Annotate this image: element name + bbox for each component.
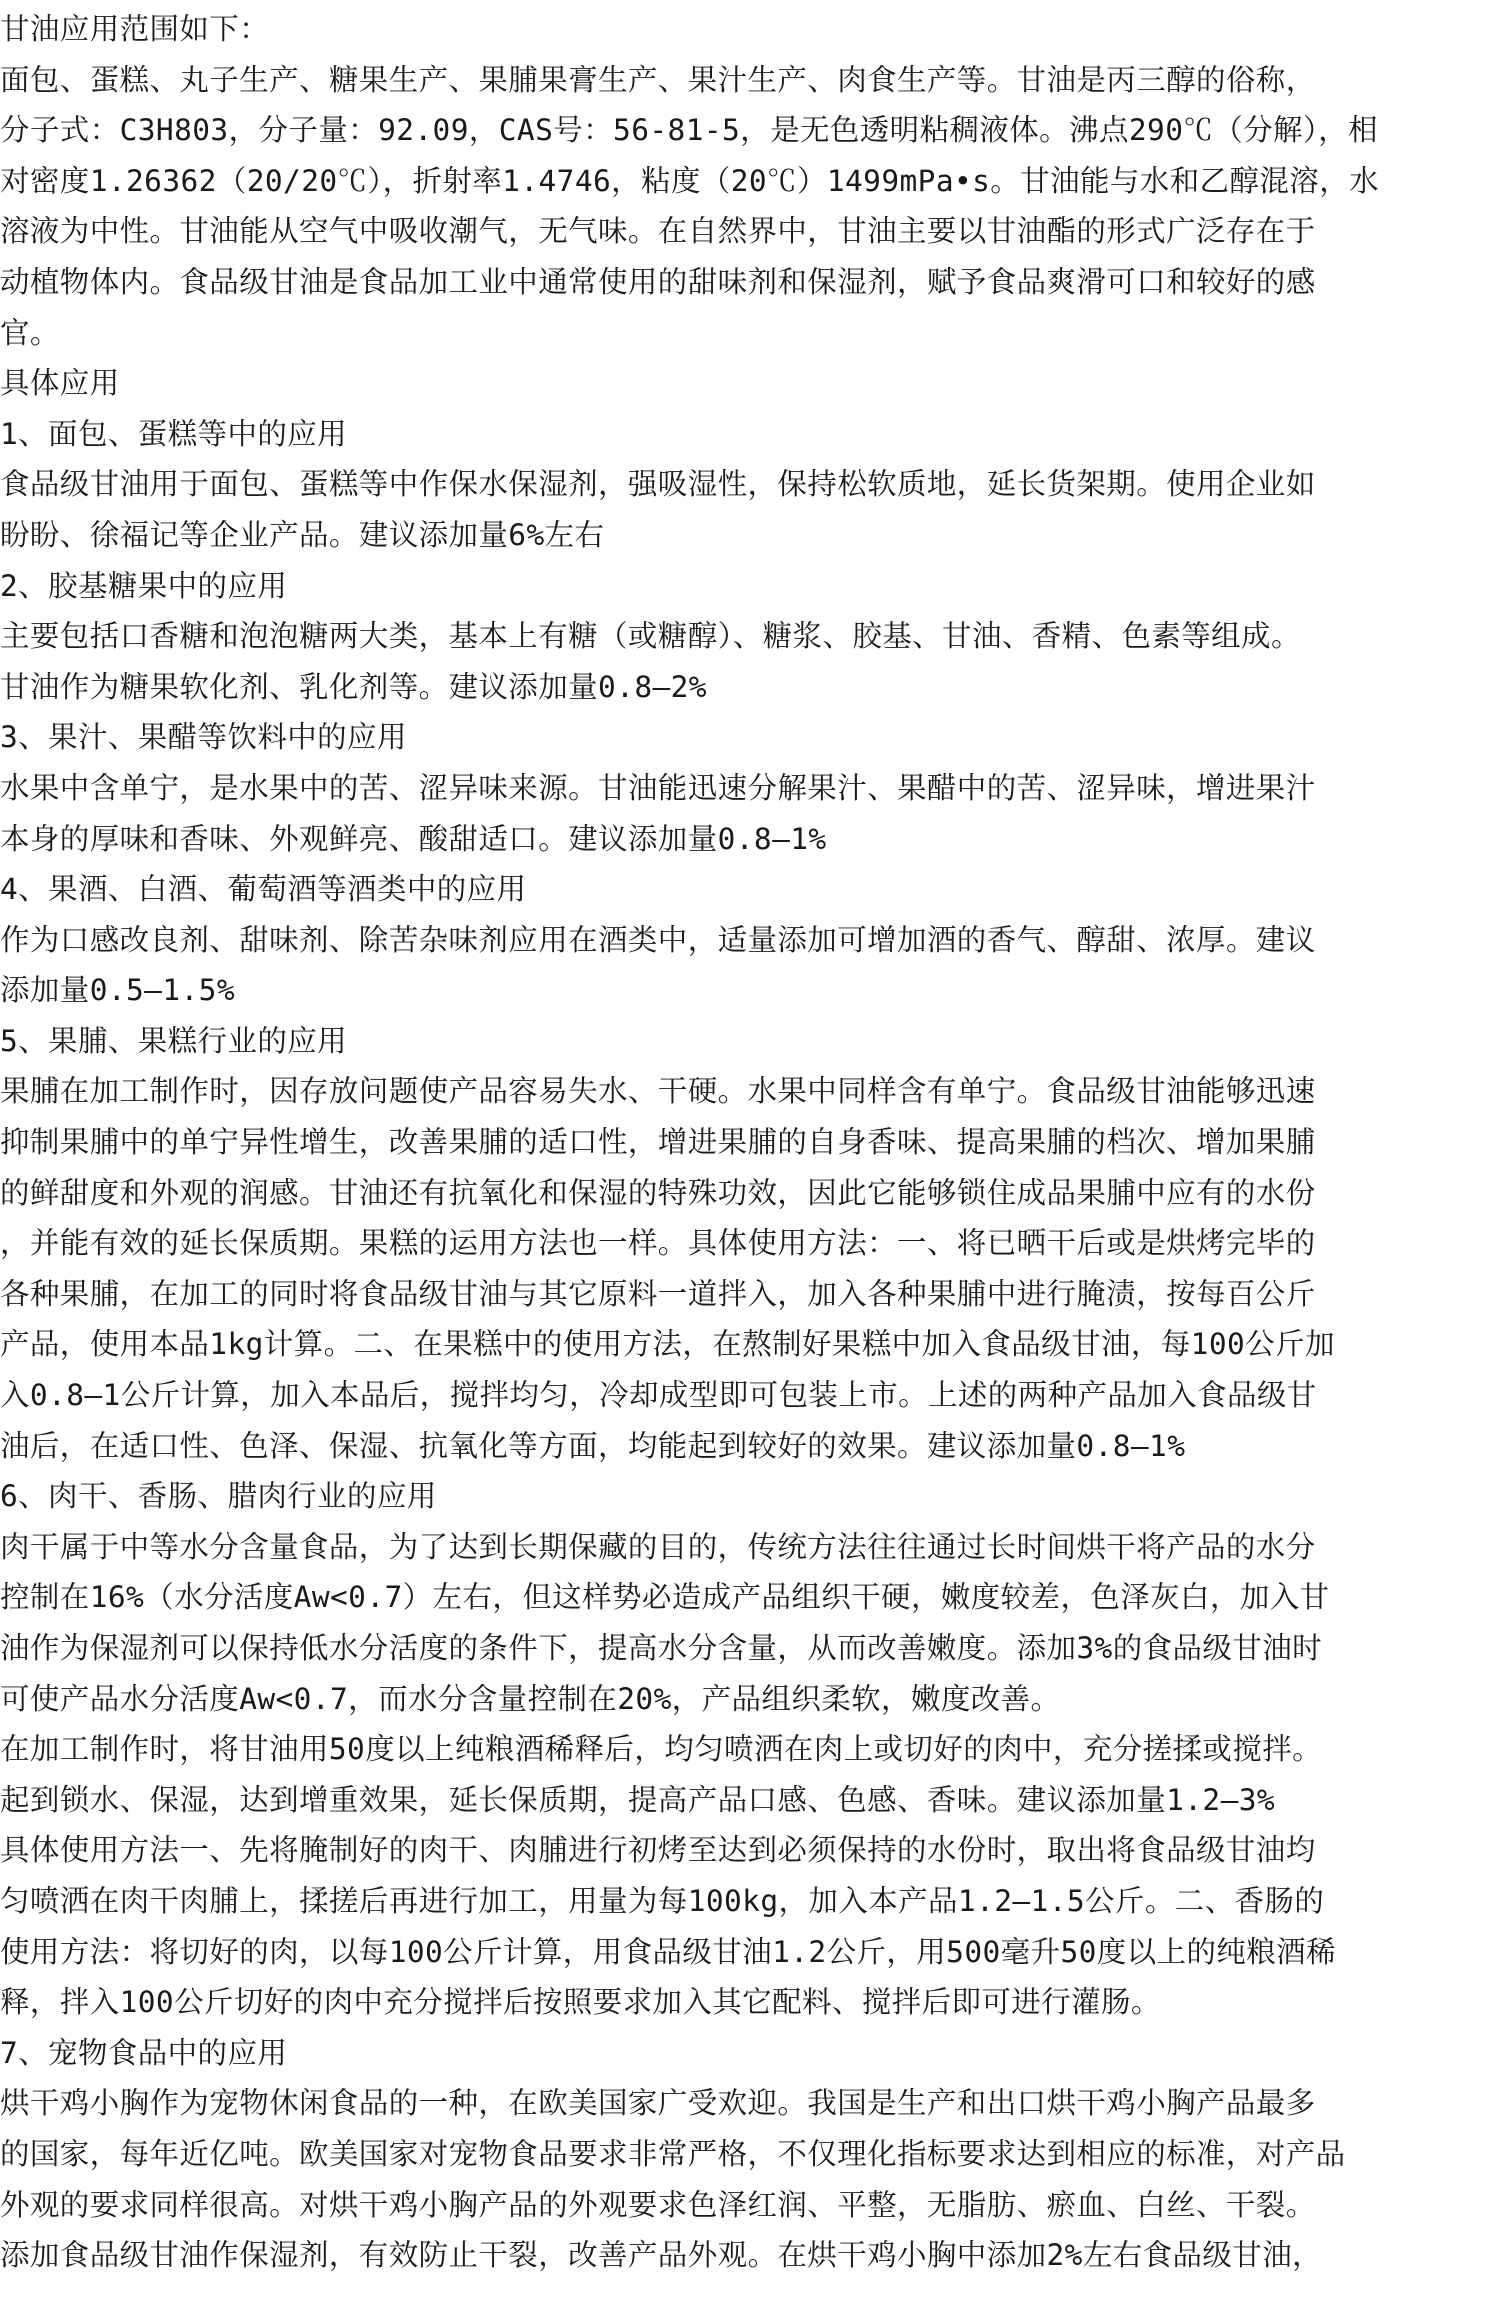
- text-line: 在加工制作时，将甘油用50度以上纯粮酒稀释后，均匀喷洒在肉上或切好的肉中，充分搓揉或搅拌。: [0, 1732, 1323, 1767]
- text-line: 3、果汁、果醋等饮料中的应用: [0, 720, 407, 755]
- text-line: ，并能有效的延长保质期。果糕的运用方法也一样。具体使用方法：一、将已晒干后或是烘烤完毕的: [0, 1226, 1316, 1261]
- text-line: 添加量0.5—1.5%: [0, 973, 235, 1008]
- text-line: 的鲜甜度和外观的润感。甘油还有抗氧化和保湿的特殊功效，因此它能够锁住成品果脯中应有的水份: [0, 1175, 1316, 1210]
- text-line: 主要包括口香糖和泡泡糖两大类，基本上有糖（或糖醇）、糖浆、胶基、甘油、香精、色素等组成。: [0, 619, 1301, 654]
- text-line: 作为口感改良剂、甜味剂、除苦杂味剂应用在酒类中，适量添加可增加酒的香气、醇甜、浓厚。建议: [0, 922, 1316, 957]
- text-line: 果脯在加工制作时，因存放问题使产品容易失水、干硬。水果中同样含有单宁。食品级甘油能够迅速: [0, 1074, 1316, 1109]
- text-line: 对密度1.26362（20/20℃），折射率1.4746，粘度（20℃）1499mPa•s。甘油能与水和乙醇混溶，水: [0, 163, 1380, 198]
- text-line: 水果中含单宁，是水果中的苦、涩异味来源。甘油能迅速分解果汁、果醋中的苦、涩异味，增进果汁: [0, 770, 1316, 805]
- text-line: 入0.8—1公斤计算，加入本品后，搅拌均匀，冷却成型即可包装上市。上述的两种产品加入食品级甘: [0, 1378, 1317, 1413]
- text-line: 的国家，每年近亿吨。欧美国家对宠物食品要求非常严格，不仅理化指标要求达到相应的标准，对产品: [0, 2136, 1346, 2171]
- text-line: 控制在16%（水分活度Aw<0.7）左右，但这样势必造成产品组织干硬，嫩度较差，色泽灰白，加入甘: [0, 1580, 1330, 1615]
- text-line: 烘干鸡小胸作为宠物休闲食品的一种，在欧美国家广受欢迎。我国是生产和出口烘干鸡小胸产品最多: [0, 2086, 1316, 2121]
- text-line: 具体应用: [0, 366, 120, 401]
- text-line: 匀喷洒在肉干肉脯上，揉搓后再进行加工，用量为每100kg，加入本产品1.2—1.5公斤。二、香肠的: [0, 1883, 1325, 1918]
- text-line: 官。: [0, 315, 60, 350]
- text-line: 5、果脯、果糕行业的应用: [0, 1023, 348, 1058]
- text-line: 油后，在适口性、色泽、保湿、抗氧化等方面，均能起到较好的效果。建议添加量0.8—1%: [0, 1428, 1186, 1463]
- text-line: 6、肉干、香肠、腊肉行业的应用: [0, 1479, 437, 1514]
- text-line: 产品，使用本品1kg计算。二、在果糕中的使用方法，在熬制好果糕中加入食品级甘油，每100公斤加: [0, 1327, 1335, 1362]
- text-line: 添加食品级甘油作保湿剂，有效防止干裂，改善产品外观。在烘干鸡小胸中添加2%左右食品级甘油，: [0, 2238, 1323, 2273]
- text-line: 盼盼、徐福记等企业产品。建议添加量6%左右: [0, 517, 605, 552]
- text-line: 2、胶基糖果中的应用: [0, 568, 288, 603]
- text-line: 释，拌入100公斤切好的肉中充分搅拌后按照要求加入其它配料、搅拌后即可进行灌肠。: [0, 1985, 1161, 2020]
- text-line: 7、宠物食品中的应用: [0, 2035, 288, 2070]
- text-line: 甘油作为糖果软化剂、乳化剂等。建议添加量0.8—2%: [0, 669, 707, 704]
- text-line: 甘油应用范围如下：: [0, 12, 270, 46]
- text-line: 抑制果脯中的单宁异性增生，改善果脯的适口性，增进果脯的自身香味、提高果脯的档次、增加果脯: [0, 1125, 1316, 1160]
- text-line: 具体使用方法一、先将腌制好的肉干、肉脯进行初烤至达到必须保持的水份时，取出将食品级甘油均: [0, 1833, 1316, 1868]
- text-line: 分子式：C3H803，分子量：92.09，CAS号：56-81-5，是无色透明粘稠液体。沸点290℃（分解），相: [0, 113, 1378, 148]
- text-line: 各种果脯，在加工的同时将食品级甘油与其它原料一道拌入，加入各种果脯中进行腌渍，按每百公斤: [0, 1276, 1316, 1311]
- text-line: 肉干属于中等水分含量食品，为了达到长期保藏的目的，传统方法往往通过长时间烘干将产品的水分: [0, 1529, 1316, 1564]
- text-line: 面包、蛋糕、丸子生产、糖果生产、果脯果膏生产、果汁生产、肉食生产等。甘油是丙三醇的俗称，: [0, 62, 1316, 97]
- text-line: 本身的厚味和香味、外观鲜亮、酸甜适口。建议添加量0.8—1%: [0, 821, 827, 856]
- text-line: 1、面包、蛋糕等中的应用: [0, 416, 348, 451]
- text-line: 可使产品水分活度Aw<0.7，而水分含量控制在20%，产品组织柔软，嫩度改善。: [0, 1681, 1061, 1716]
- text-line: 起到锁水、保湿，达到增重效果，延长保质期，提高产品口感、色感、香味。建议添加量1.2—3%: [0, 1782, 1276, 1817]
- text-line: 使用方法：将切好的肉，以每100公斤计算，用食品级甘油1.2公斤，用500毫升50度以上的纯粮酒稀: [0, 1934, 1336, 1969]
- text-line: 外观的要求同样很高。对烘干鸡小胸产品的外观要求色泽红润、平整，无脂肪、瘀血、白丝、干裂。: [0, 2187, 1316, 2222]
- text-line: 4、果酒、白酒、葡萄酒等酒类中的应用: [0, 872, 527, 907]
- text-line: 动植物体内。食品级甘油是食品加工业中通常使用的甜味剂和保湿剂，赋予食品爽滑可口和较好的感: [0, 264, 1316, 299]
- text-line: 油作为保湿剂可以保持低水分活度的条件下，提高水分含量，从而改善嫩度。添加3%的食品级甘油时: [0, 1631, 1323, 1665]
- text-line: 溶液为中性。甘油能从空气中吸收潮气，无气味。在自然界中，甘油主要以甘油酯的形式广泛存在于: [0, 214, 1316, 249]
- text-line: 食品级甘油用于面包、蛋糕等中作保水保湿剂，强吸湿性，保持松软质地，延长货架期。使用企业如: [0, 467, 1316, 502]
